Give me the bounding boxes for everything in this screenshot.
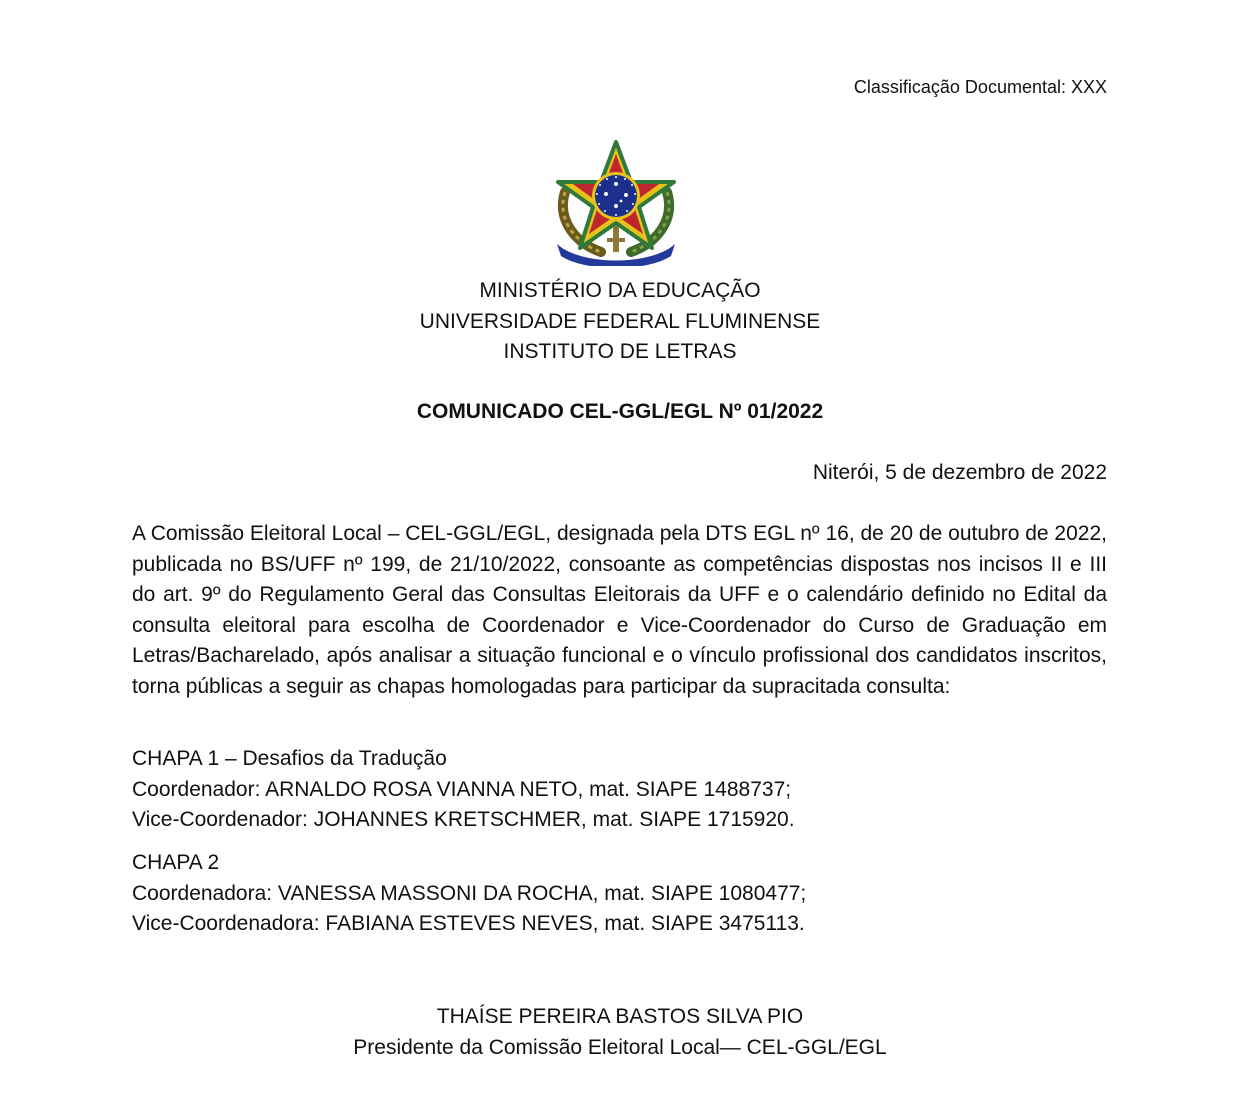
slate-name: CHAPA 1 – Desafios da Tradução [132, 747, 447, 770]
institution-header [0, 276, 1240, 368]
signatory-name: THAÍSE PEREIRA BASTOS SILVA PIO [436, 1005, 804, 1028]
document-title: COMUNICADO CEL-GGL/EGL Nº 01/2022 [416, 400, 824, 423]
slate-vice-coordinator: Vice-Coordenador: JOHANNES KRETSCHMER, mat. SIAPE 1715920. [132, 808, 795, 832]
body-paragraph: A Comissão Eleitoral Local – CEL-GGL/EGL, designada pela DTS EGL nº 16, de 20 de outubro de 2022, publicada no BS/UFF nº 199, de 21/10/2022, consoante as competências dispostas nos incisos II e III do art. 9º do Regulamento Geral das Consultas Eleitorais da UFF e o calendário definido no Edital da consulta eleitoral para escolha de Coordenador e Vice-Coordenador do Curso de Graduação em Letras/Bacharelado, após analisar a situação funcional e o vínculo profissional dos candidatos inscritos, torna públicas a seguir as chapas homologadas para participar da supracitada consulta: [132, 522, 1107, 698]
slate-name: CHAPA 2 [132, 851, 220, 874]
institute-name: INSTITUTO DE LETRAS [503, 340, 737, 363]
signature-block [0, 1002, 1240, 1063]
signatory-role: Presidente da Comissão Eleitoral Local— CEL-GGL/EGL [353, 1035, 887, 1059]
brazil-coat-of-arms-icon [551, 140, 681, 266]
date-line: Niterói, 5 de dezembro de 2022 [812, 461, 1107, 484]
document-classification: Classificação Documental: XXX [853, 77, 1107, 97]
slate-vice-coordinator: Vice-Coordenadora: FABIANA ESTEVES NEVES, mat. SIAPE 3475113. [132, 912, 805, 936]
slate-2 [132, 848, 1107, 940]
slate-1 [132, 744, 1107, 836]
slate-coordinator: Coordenador: ARNALDO ROSA VIANNA NETO, mat. SIAPE 1488737; [132, 777, 792, 801]
university-name: UNIVERSIDADE FEDERAL FLUMINENSE [419, 309, 821, 333]
slate-coordinator: Coordenadora: VANESSA MASSONI DA ROCHA, mat. SIAPE 1080477; [132, 881, 807, 905]
ministry-name: MINISTÉRIO DA EDUCAÇÃO [479, 279, 761, 302]
